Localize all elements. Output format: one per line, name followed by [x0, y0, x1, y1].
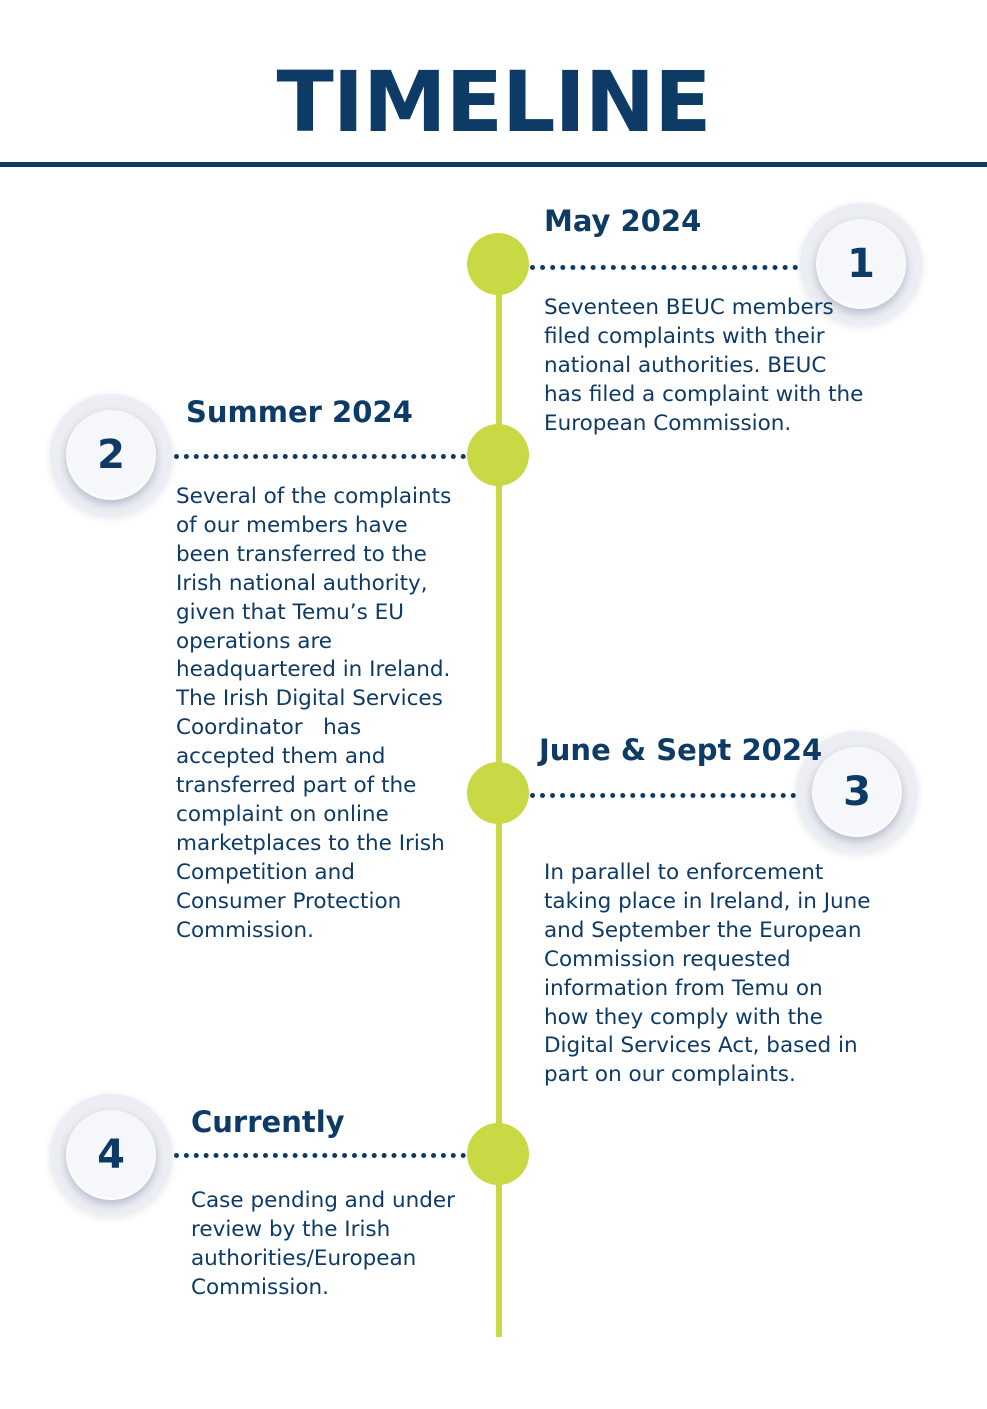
connector-2 [174, 454, 466, 459]
page-title: TIMELINE [276, 53, 711, 151]
step-number-2: 2 [66, 410, 156, 500]
timeline-node-2 [467, 424, 529, 486]
event-date-4: Currently [191, 1105, 345, 1139]
connector-3 [530, 793, 796, 798]
step-badge-2 [50, 394, 172, 516]
timeline-node-1 [467, 233, 529, 295]
event-date-3: June & Sept 2024 [539, 733, 823, 767]
event-date-1: May 2024 [544, 204, 702, 238]
step-number-4: 4 [66, 1110, 156, 1200]
event-date-2: Summer 2024 [186, 395, 413, 429]
step-number-3: 3 [812, 747, 902, 837]
timeline-node-4 [467, 1123, 529, 1185]
connector-1 [530, 265, 798, 270]
connector-4 [174, 1153, 466, 1158]
step-number-1: 1 [816, 219, 906, 309]
event-description-1: Seventeen BEUC members filed complaints with their national authorities. BEUC has filed a complaint with the European Commission. [544, 295, 864, 436]
event-description-3: In parallel to enforcement taking place in Ireland, in June and September the European Commission requested information from Temu on how they comply with the Digital Services Act, based in part on our complaints. [544, 860, 871, 1088]
title-divider [0, 162, 987, 167]
step-badge-4 [50, 1094, 172, 1216]
event-description-4: Case pending and under review by the Irish authorities/European Commission. [191, 1188, 455, 1300]
timeline-node-3 [467, 762, 529, 824]
event-description-2: Several of the complaints of our members have been transferred to the Irish national authority, given that Temu’s EU operations are headquartered in Ireland. The Irish Digital Services Coordinator has accepted them and transferred part of the complaint on online marketplaces to the Irish Competition and Consumer Protection Commission. [176, 484, 452, 943]
